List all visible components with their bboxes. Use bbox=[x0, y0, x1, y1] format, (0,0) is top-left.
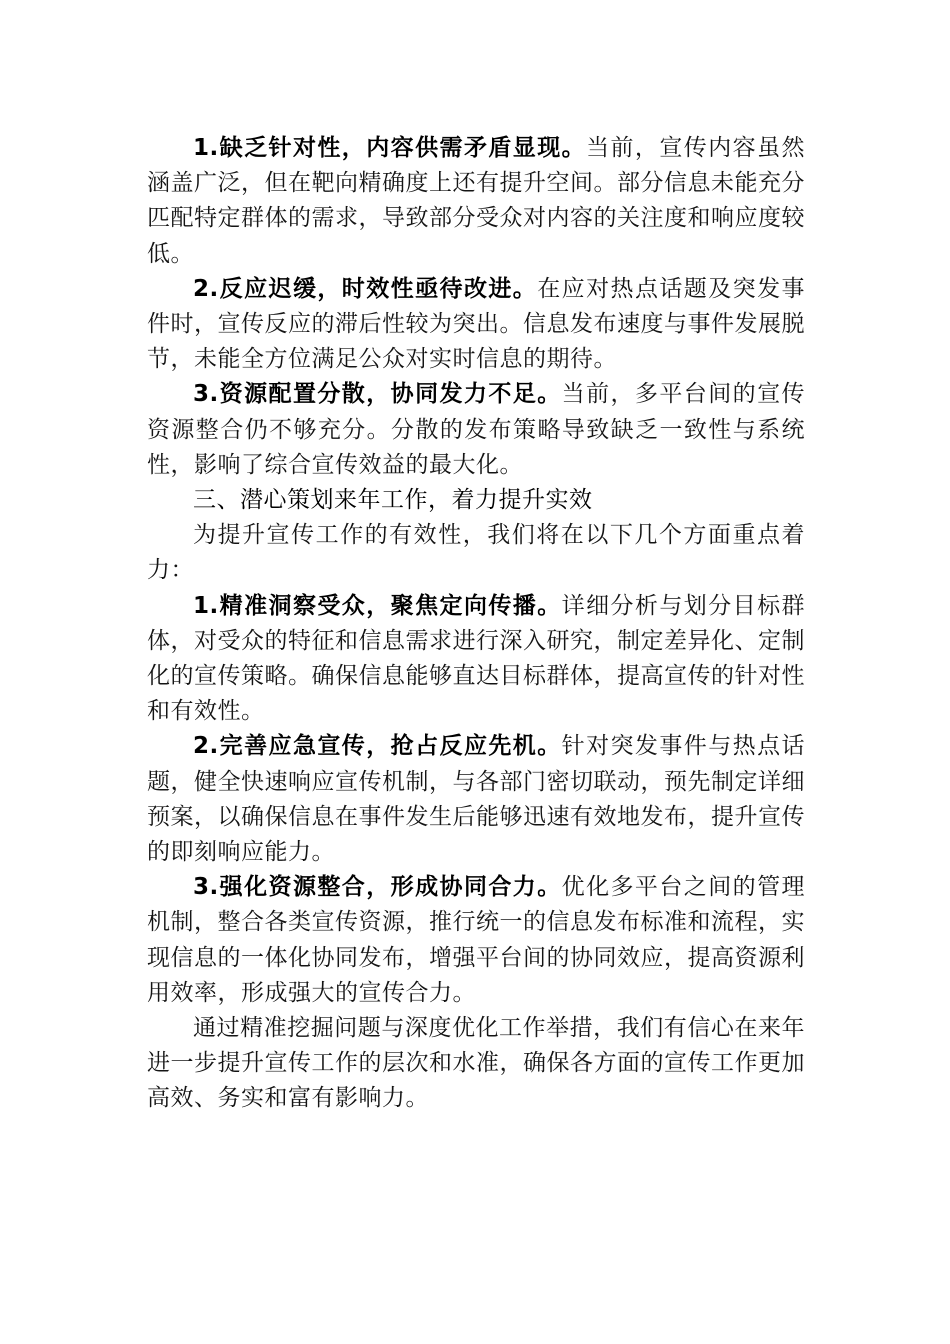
plan-3-body: 优化多平台之间的管理机制，整合各类宣传资源，推行统一的信息发布标准和流程，实现信息的一体化协同发布，增强平台间的协同效应，提高资源利用效率，形成强大的宣传合力。 bbox=[147, 874, 806, 1006]
problem-3-lead: 3.资源配置分散，协同发力不足。 bbox=[193, 381, 562, 408]
intro-paragraph: 为提升宣传工作的有效性，我们将在以下几个方面重点着力： bbox=[147, 522, 805, 584]
problem-1-body: 当前，宣传内容虽然涵盖广泛，但在靶向精确度上还有提升空间。部分信息未能充分匹配特定群体的需求，导致部分受众对内容的关注度和响应度较低。 bbox=[147, 135, 805, 267]
section-heading: 三、潜心策划来年工作，着力提升实效 bbox=[193, 487, 593, 514]
plan-paragraph-3 bbox=[147, 870, 805, 1011]
problem-3-body: 当前，多平台间的宣传资源整合仍不够充分。分散的发布策略导致缺乏一致性与系统性，影响了综合宣传效益的最大化。 bbox=[147, 381, 806, 478]
problem-1-lead: 1.缺乏针对性，内容供需矛盾显现。 bbox=[193, 135, 587, 161]
plan-1-body: 详细分析与划分目标群体，对受众的特征和信息需求进行深入研究，制定差异化、定制化的宣传策略。确保信息能够直达目标群体，提高宣传的针对性和有效性。 bbox=[147, 592, 806, 725]
problem-2-body: 在应对热点话题及突发事件时，宣传反应的滞后性较为突出。信息发布速度与事件发展脱节，未能全方位满足公众对实时信息的期待。 bbox=[147, 275, 806, 373]
plan-2-body: 针对突发事件与热点话题，健全快速响应宣传机制，与各部门密切联动，预先制定详细预案，以确保信息在事件发生后能够迅速有效地发布，提升宣传的即刻响应能力。 bbox=[147, 733, 806, 866]
problem-2-lead: 2.反应迟缓，时效性亟待改进。 bbox=[193, 275, 538, 302]
document-page bbox=[147, 131, 805, 1117]
plan-paragraph-2 bbox=[147, 729, 805, 870]
plan-3-lead: 3.强化资源整合，形成协同合力。 bbox=[193, 874, 562, 901]
problem-paragraph-1 bbox=[147, 131, 805, 272]
problem-paragraph-3 bbox=[147, 377, 805, 483]
plan-1-lead: 1.精准洞察受众，聚焦定向传播。 bbox=[193, 592, 562, 619]
problem-paragraph-2 bbox=[147, 272, 805, 378]
plan-paragraph-1 bbox=[147, 589, 805, 730]
conclusion-paragraph: 通过精准挖掘问题与深度优化工作举措，我们有信心在来年进一步提升宣传工作的层次和水准，确保各方面的宣传工作更加高效、务实和富有影响力。 bbox=[147, 1015, 805, 1112]
plan-2-lead: 2.完善应急宣传，抢占反应先机。 bbox=[193, 733, 562, 760]
